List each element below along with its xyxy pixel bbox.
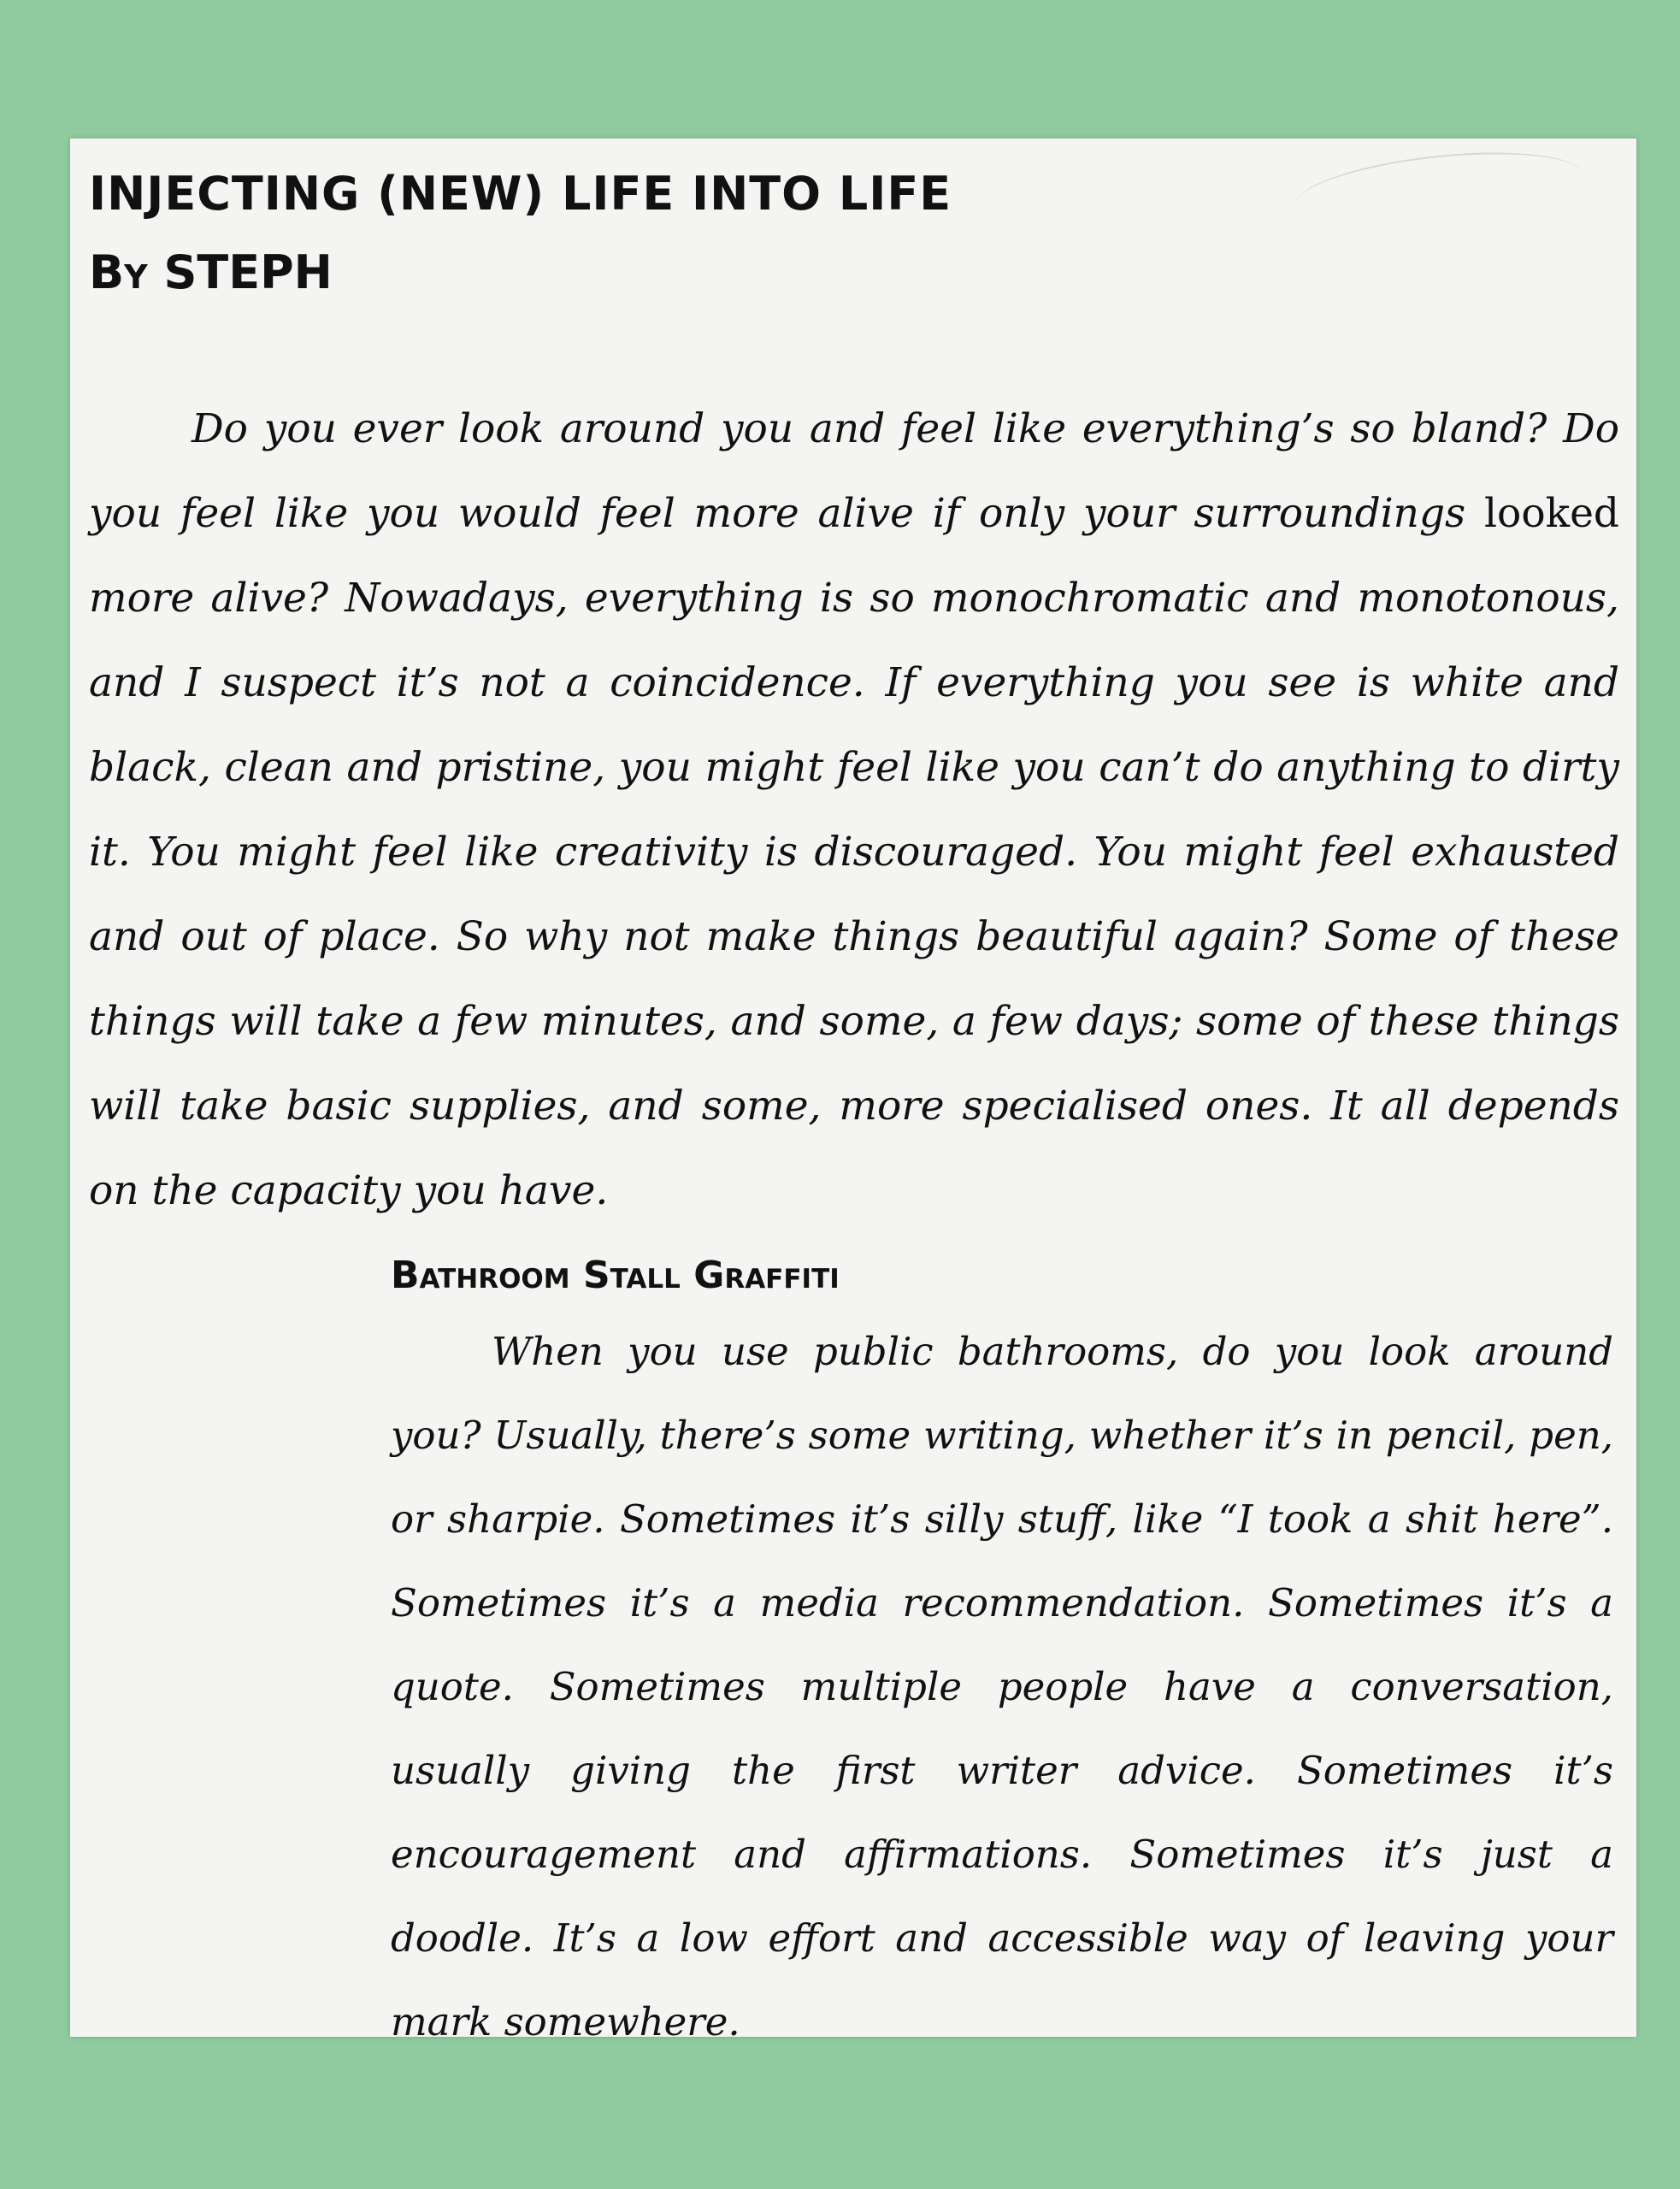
article-byline: By STEPH (89, 245, 333, 299)
intro-emphasis: looked (1483, 490, 1619, 537)
section-heading: Bathroom Stall Graffiti (391, 1254, 840, 1297)
intro-text-end: more alive? Nowadays, everything is so monochromatic and monotonous, and I suspect it’s not a coincidence. If everything you see is white and black, clean and pristine, you might feel like you can’t do anything to dirty it. You might feel like creativity is discouraged. You might feel exhausted and out of place. So why not make things beautiful again? Some of these things will take a few minutes, and some, a few days; some of these things will take basic supplies, and some, more specialised ones. It all depends on the capacity you have. (89, 575, 1619, 1214)
intro-text-start: Do you ever look around you and feel like everything’s so bland? Do you feel like you would feel more alive if only your surroundings (89, 405, 1619, 537)
paper-sheet (70, 139, 1636, 2044)
article-title: INJECTING (NEW) LIFE INTO LIFE (89, 167, 952, 221)
intro-paragraph (89, 386, 1619, 1233)
section-body: When you use public bathrooms, do you look around you? Usually, there’s some writing, whether it’s in pencil, pen, or sharpie. Sometimes it’s silly stuff, like “I took a shit here”. Sometimes it’s a media recommendation. Sometimes it’s a quote. Sometimes multiple people have a conversation, usually giving the first writer advice. Sometimes it’s encouragement and affirmations. Sometimes it’s just a doodle. It’s a low effort and accessible way of leaving your mark somewhere. (391, 1329, 1613, 2044)
section-bathroom-stall-graffiti (391, 1242, 1613, 2064)
